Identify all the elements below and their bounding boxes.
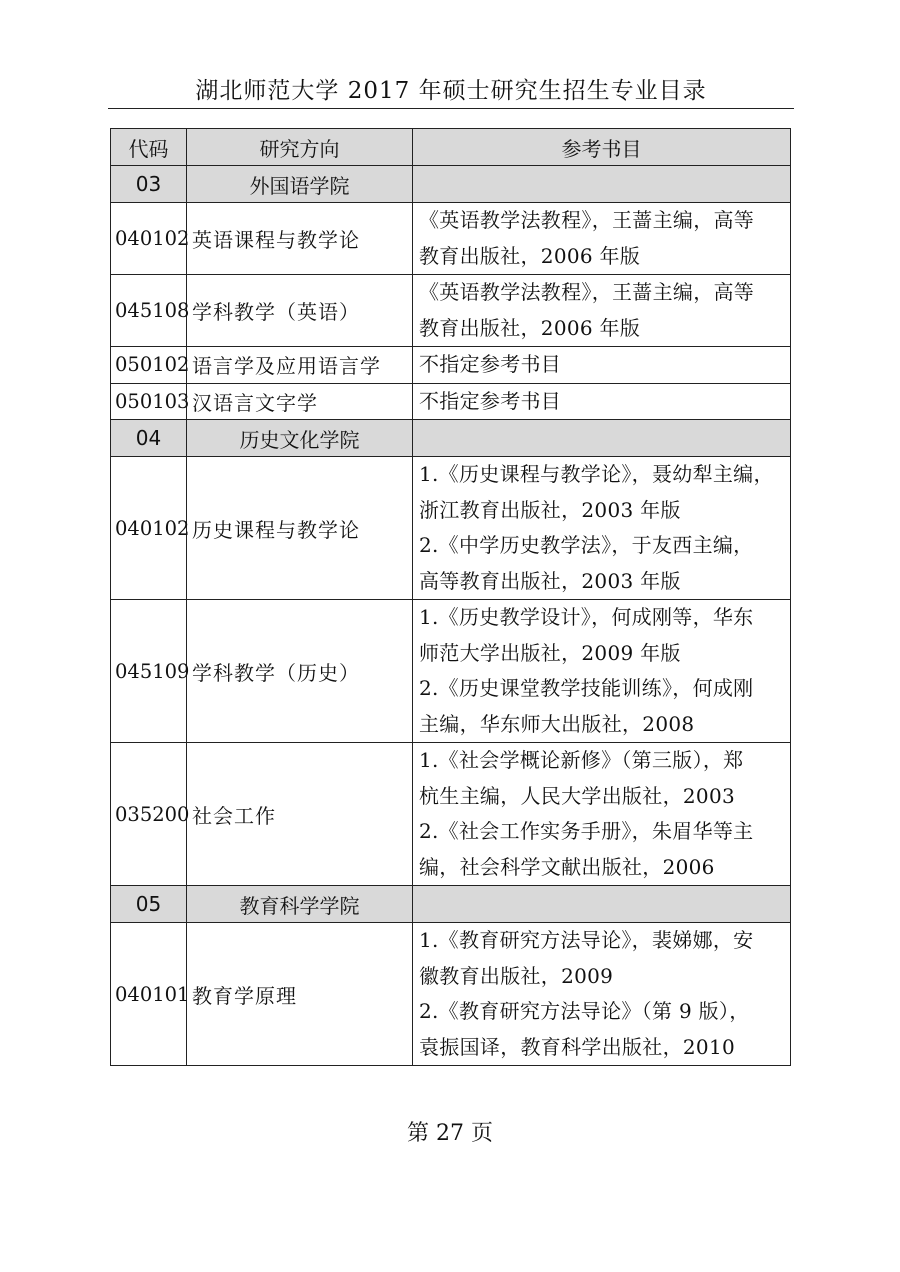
college-name: 教育科学学院: [187, 886, 413, 923]
research-direction: 学科教学（历史）: [187, 600, 413, 743]
reference-line: 杭生主编，人民大学出版社，2003: [419, 783, 735, 808]
col-header-code: 代码: [111, 129, 187, 166]
college-row: [111, 886, 791, 923]
reference-line: 袁振国译，教育科学出版社，2010: [419, 1034, 735, 1059]
research-direction: 英语课程与教学论: [187, 203, 413, 275]
reference-line: 《英语教学法教程》，王蔷主编，高等: [419, 280, 755, 304]
research-direction: 社会工作: [187, 743, 413, 886]
reference-line: 2.《教育研究方法导论》（第 9 版），: [419, 999, 750, 1023]
table-row: [111, 347, 791, 384]
table-row: [111, 923, 791, 1066]
reference-books: [413, 275, 791, 347]
major-code: 035200: [111, 743, 187, 886]
college-name: 外国语学院: [187, 166, 413, 203]
reference-line: 不指定参考书目: [419, 352, 562, 376]
college-code: 03: [111, 166, 187, 203]
reference-line: 1.《教育研究方法导论》，裴娣娜，安: [419, 928, 754, 952]
reference-line: 1.《历史课程与教学论》，聂幼犁主编，: [419, 462, 774, 486]
page-number: 第 27 页: [407, 1121, 493, 1146]
reference-line: 不指定参考书目: [419, 388, 562, 413]
col-header-reference: 参考书目: [413, 129, 791, 166]
research-direction: 学科教学（英语）: [187, 275, 413, 347]
reference-books: [413, 923, 791, 1066]
reference-books: [413, 347, 791, 384]
reference-books: [413, 383, 791, 420]
catalog-table: [110, 128, 791, 1066]
major-code: 040101: [111, 923, 187, 1066]
reference-line: 1.《社会学概论新修》（第三版），郑: [419, 748, 744, 772]
college-row: [111, 420, 791, 457]
research-direction: 教育学原理: [187, 923, 413, 1066]
reference-line: 2.《社会工作实务手册》，朱眉华等主: [419, 819, 754, 843]
table-row: [111, 457, 791, 600]
major-code: 050103: [111, 383, 187, 420]
page-header: [108, 66, 794, 109]
reference-books: [413, 457, 791, 600]
major-code: 040102: [111, 457, 187, 600]
major-code: 045108: [111, 275, 187, 347]
reference-line: 《英语教学法教程》，王蔷主编，高等: [419, 208, 755, 232]
research-direction: 历史课程与教学论: [187, 457, 413, 600]
table-row: [111, 203, 791, 275]
college-empty-cell: [413, 166, 791, 203]
college-name: 历史文化学院: [187, 420, 413, 457]
college-row: [111, 166, 791, 203]
reference-line: 1.《历史教学设计》，何成刚等，华东: [419, 605, 754, 629]
table-row: [111, 600, 791, 743]
college-code: 04: [111, 420, 187, 457]
reference-line: 2.《历史课堂教学技能训练》，何成刚: [419, 676, 754, 700]
reference-line: 主编，华东师大出版社，2008: [419, 711, 695, 736]
reference-line: 编，社会科学文献出版社，2006: [419, 854, 715, 879]
col-header-direction: 研究方向: [187, 129, 413, 166]
table-body: [111, 166, 791, 1066]
reference-line: 师范大学出版社，2009 年版: [419, 640, 681, 665]
research-direction: 汉语言文字学: [187, 383, 413, 420]
reference-line: 徽教育出版社，2009: [419, 963, 614, 988]
college-empty-cell: [413, 420, 791, 457]
major-code: 040102: [111, 203, 187, 275]
table-row: [111, 275, 791, 347]
table-row: [111, 383, 791, 420]
major-code: 050102: [111, 347, 187, 384]
reference-books: [413, 203, 791, 275]
table-row: [111, 743, 791, 886]
college-empty-cell: [413, 886, 791, 923]
reference-line: 浙江教育出版社，2003 年版: [419, 497, 681, 522]
reference-line: 教育出版社，2006 年版: [419, 243, 641, 268]
page-title: 湖北师范大学 2017 年硕士研究生招生专业目录: [195, 78, 707, 104]
reference-line: 教育出版社，2006 年版: [419, 315, 641, 340]
reference-books: [413, 743, 791, 886]
table-header-row: [111, 129, 791, 166]
research-direction: 语言学及应用语言学: [187, 347, 413, 384]
reference-line: 高等教育出版社，2003 年版: [419, 568, 681, 593]
reference-books: [413, 600, 791, 743]
college-code: 05: [111, 886, 187, 923]
major-code: 045109: [111, 600, 187, 743]
reference-line: 2.《中学历史教学法》，于友西主编，: [419, 533, 754, 557]
